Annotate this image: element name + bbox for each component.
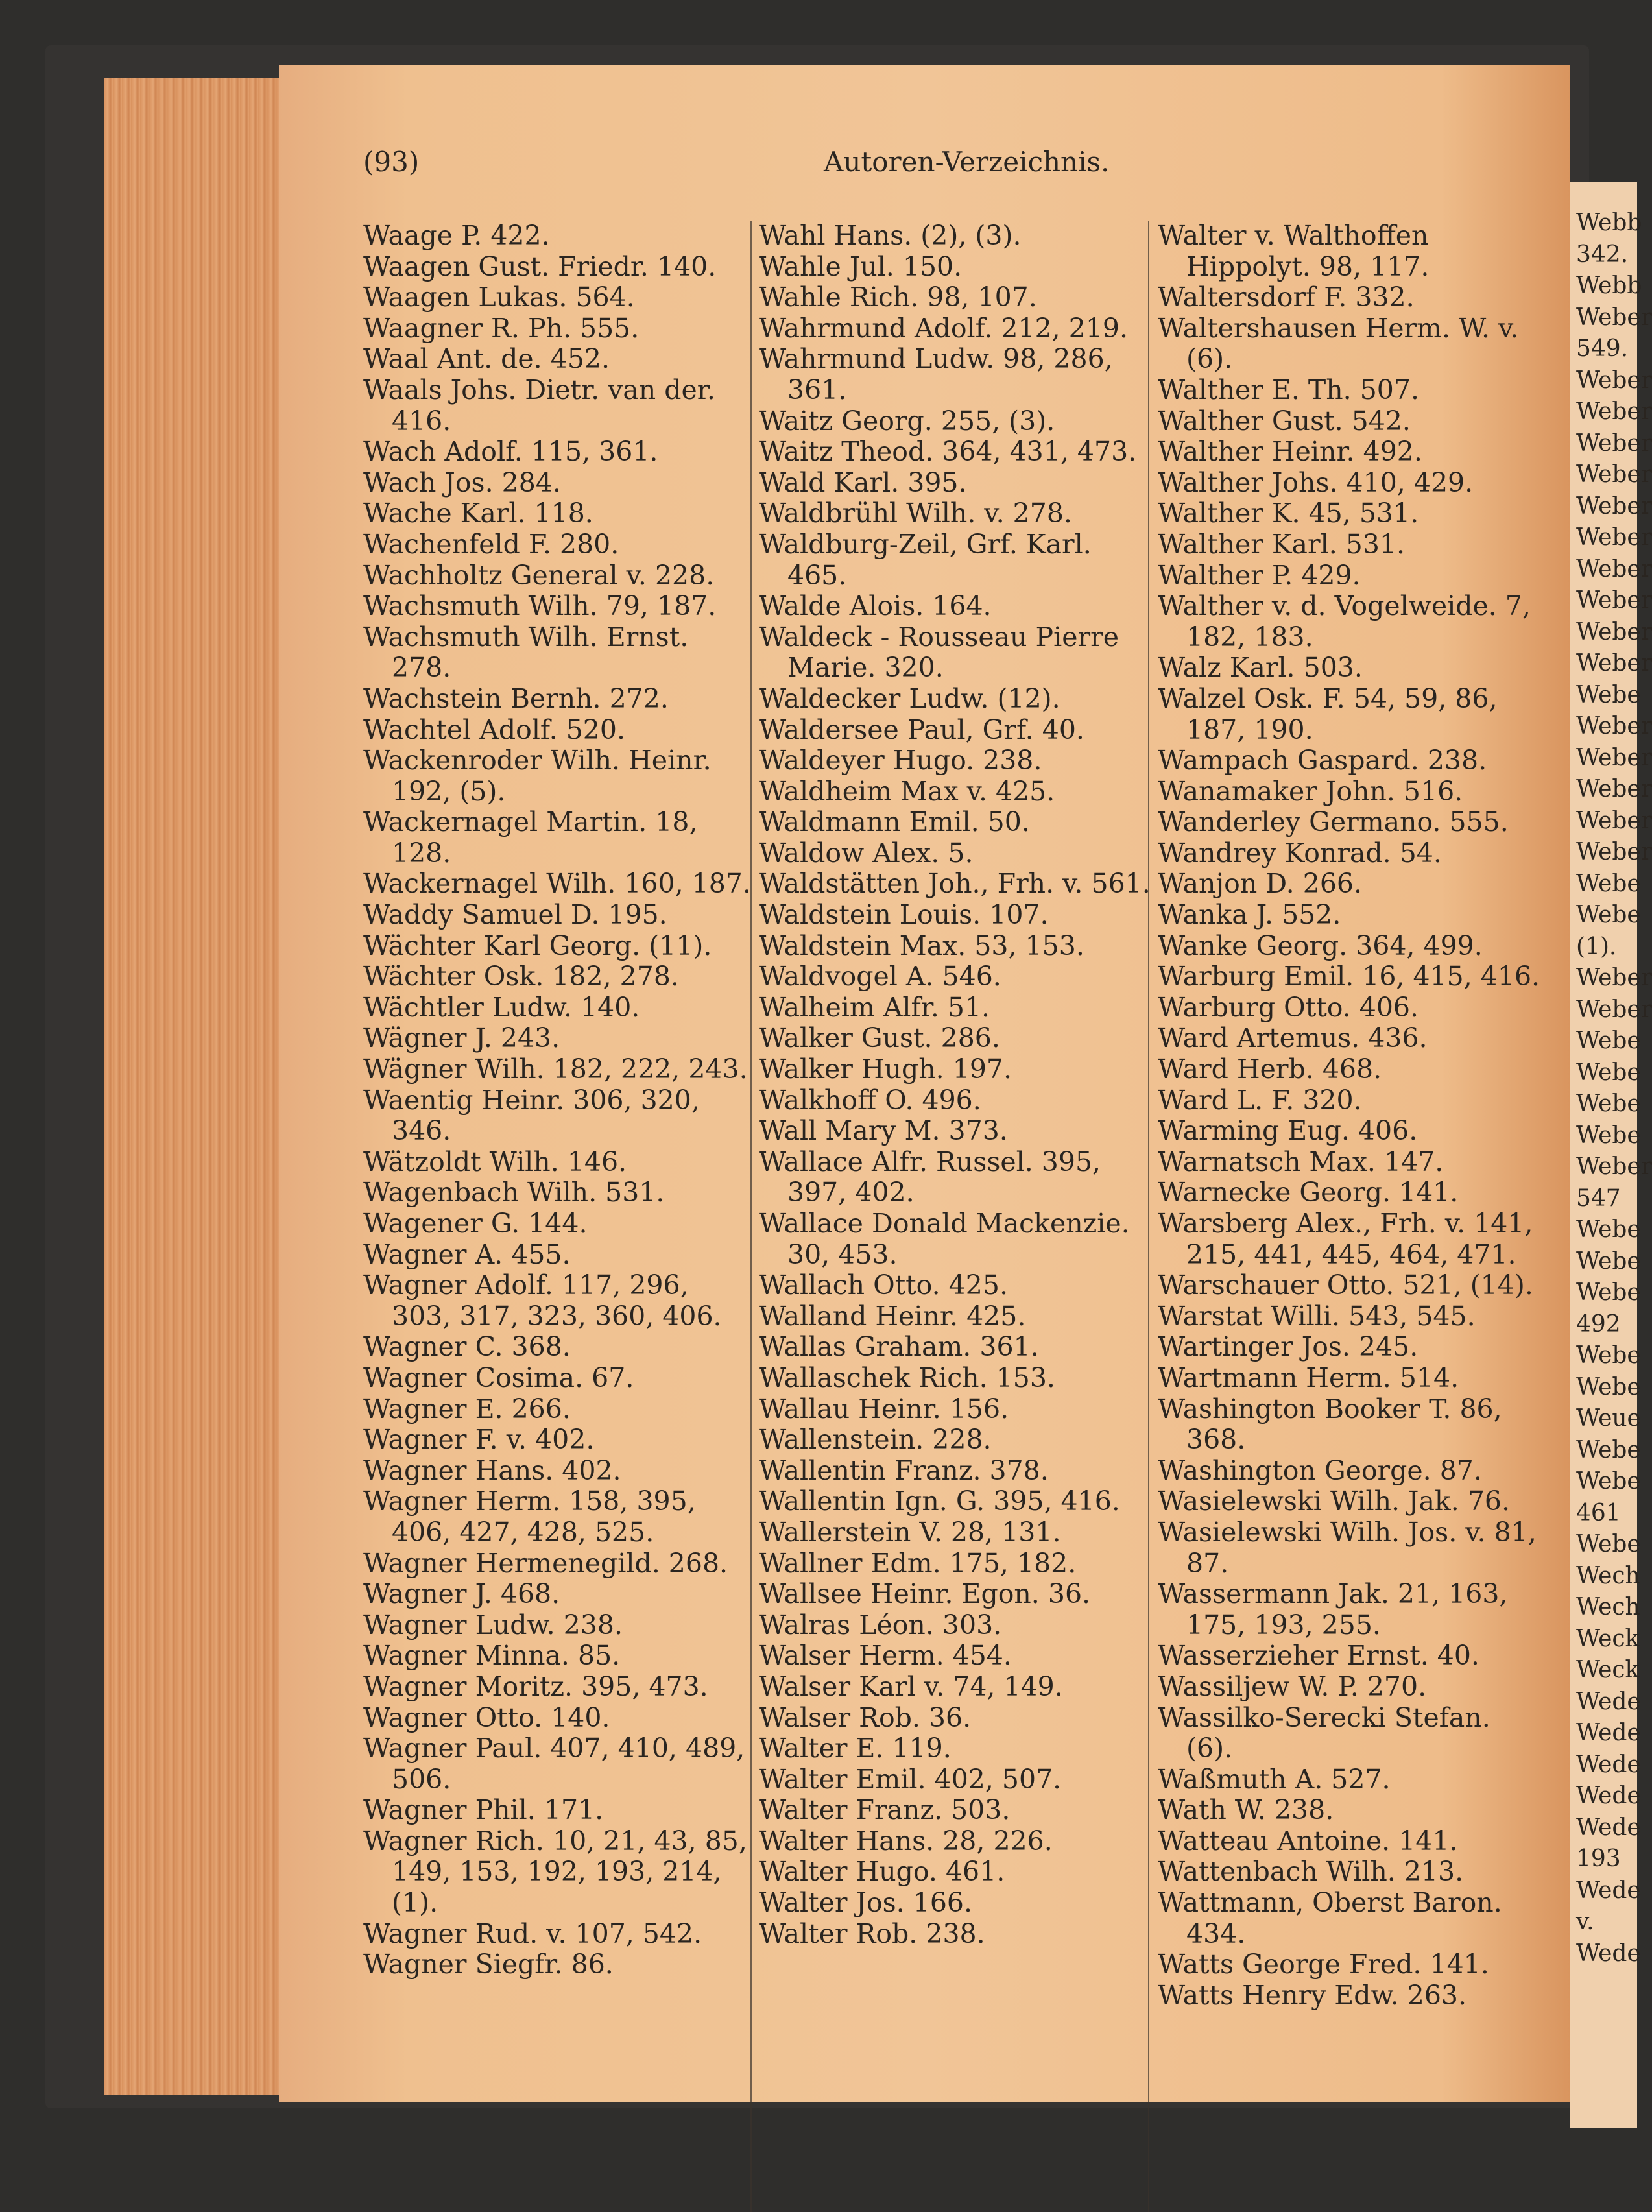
index-entry: Wattenbach Wilh. 213. xyxy=(1158,1856,1464,1888)
index-entry: Wallach Otto. 425. xyxy=(759,1269,1008,1301)
index-entry: Walz Karl. 503. xyxy=(1158,652,1363,684)
index-entry: Warburg Emil. 16, 415, 416. xyxy=(1158,961,1540,992)
index-entry: Waltershausen Herm. W. v. (6). xyxy=(1158,312,1519,375)
index-entry: Warming Eug. 406. xyxy=(1158,1115,1418,1147)
index-entry: Waldvogel A. 546. xyxy=(759,961,1001,992)
index-entry: Wagner Minna. 85. xyxy=(363,1640,621,1672)
index-entry: Walter v. Walthoffen Hippolyt. 98, 117. xyxy=(1158,220,1430,282)
index-entry: Wachsmuth Wilh. 79, 187. xyxy=(363,590,717,622)
index-entry: Waagen Gust. Friedr. 140. xyxy=(363,250,717,282)
index-entry: Wassiljew W. P. 270. xyxy=(1158,1670,1427,1702)
index-entry: Wachstein Bernh. 272. xyxy=(363,682,669,714)
next-page-fragment: Weber xyxy=(1576,839,1652,865)
index-entry: Walser Karl v. 74, 149. xyxy=(759,1670,1063,1702)
index-entry: Wagner Otto. 140. xyxy=(363,1701,610,1733)
index-entry: Wagner Herm. 158, 395, 406, 427, 428, 525. xyxy=(363,1485,696,1548)
index-entry: Waßmuth A. 527. xyxy=(1158,1763,1391,1795)
index-entry: Walkhoff O. 496. xyxy=(759,1084,981,1116)
index-entry: Wache Karl. 118. xyxy=(363,498,593,529)
index-entry: Warstat Willi. 543, 545. xyxy=(1158,1300,1476,1332)
index-entry: Walser Herm. 454. xyxy=(759,1640,1012,1672)
next-page-fragment: Weber xyxy=(1576,965,1652,991)
index-entry: Watts George Fred. 141. xyxy=(1158,1949,1489,1980)
index-entry: Washington Booker T. 86, 368. xyxy=(1158,1393,1502,1456)
index-entry: Wanka J. 552. xyxy=(1158,899,1341,931)
index-entry: Wagner Paul. 407, 410, 489, 506. xyxy=(363,1733,745,1795)
index-entry: Wandrey Konrad. 54. xyxy=(1158,837,1442,869)
index-entry: Wahrmund Ludw. 98, 286, 361. xyxy=(759,343,1113,405)
index-entry: Walter Hugo. 461. xyxy=(759,1856,1005,1888)
index-entry: Wach Adolf. 115, 361. xyxy=(363,436,658,468)
next-page-fragment: Weber xyxy=(1576,713,1652,739)
index-entry: Waldburg-Zeil, Grf. Karl. 465. xyxy=(759,528,1092,591)
next-page-fragment: 193 xyxy=(1576,1845,1621,1872)
index-entry: Waldbrühl Wilh. v. 278. xyxy=(759,498,1072,529)
index-entry: Wagner Hermenegild. 268. xyxy=(363,1547,728,1579)
index-entry: Wagner E. 266. xyxy=(363,1393,571,1425)
page-number: (93) xyxy=(363,146,420,178)
index-entry: Waagner R. Ph. 555. xyxy=(363,312,640,344)
index-entry: Wasserzieher Ernst. 40. xyxy=(1158,1640,1479,1672)
index-entry: Walheim Alfr. 51. xyxy=(759,991,990,1023)
index-entry: Wahle Rich. 98, 107. xyxy=(759,282,1037,313)
index-entry: Walde Alois. 164. xyxy=(759,590,992,622)
index-entry: Waagen Lukas. 564. xyxy=(363,282,635,313)
index-entry: Wackenroder Wilh. Heinr. 192, (5). xyxy=(363,745,712,807)
index-entry: Warnatsch Max. 147. xyxy=(1158,1146,1444,1177)
index-entry: Wanamaker John. 516. xyxy=(1158,775,1463,807)
next-page-fragment: Wede xyxy=(1576,1877,1641,1904)
index-entry: Walther K. 45, 531. xyxy=(1158,498,1419,529)
index-entry: Warschauer Otto. 521, (14). xyxy=(1158,1269,1533,1301)
index-entry: Wagner Phil. 171. xyxy=(363,1794,604,1826)
index-entry: Waldstätten Joh., Frh. v. 561. xyxy=(759,868,1151,900)
index-entry: Wagner F. v. 402. xyxy=(363,1424,595,1456)
index-entry: Wächter Karl Georg. (11). xyxy=(363,930,712,961)
index-entry: Walther Johs. 410, 429. xyxy=(1158,466,1474,498)
index-entry: Walther Heinr. 492. xyxy=(1158,436,1422,468)
next-page-fragment: Weber xyxy=(1576,650,1652,677)
index-entry: Walter E. 119. xyxy=(759,1733,952,1764)
next-page-fragment: Weber xyxy=(1576,555,1652,583)
index-entry: Waldstein Louis. 107. xyxy=(759,899,1049,931)
next-page-fragment: Weber xyxy=(1576,1153,1652,1180)
index-entry: Wasielewski Wilh. Jak. 76. xyxy=(1158,1485,1511,1517)
next-page-fragment: Webe xyxy=(1576,1122,1641,1149)
next-page-fragment: v. xyxy=(1576,1908,1594,1935)
next-page-fragment: Webe xyxy=(1576,1216,1641,1243)
page-header xyxy=(279,146,1570,191)
next-page-fragment: Weber xyxy=(1576,744,1652,771)
next-page-fragment: Wede xyxy=(1576,1940,1641,1967)
index-entry: Walther E. Th. 507. xyxy=(1158,374,1420,405)
index-entry: Waitz Theod. 364, 431, 473. xyxy=(759,436,1137,468)
index-entry: Warnecke Georg. 141. xyxy=(1158,1177,1459,1208)
next-page-fragment: 547 xyxy=(1576,1184,1621,1212)
next-page-fragment: Wech xyxy=(1576,1562,1640,1589)
index-entry: Ward Artemus. 436. xyxy=(1158,1022,1428,1054)
index-entry: Wallenstein. 228. xyxy=(759,1424,992,1456)
index-entry: Walland Heinr. 425. xyxy=(759,1300,1026,1332)
next-page-fragment: Webb xyxy=(1576,210,1642,236)
index-entry: Wagner J. 468. xyxy=(363,1578,560,1610)
index-entry: Wagner Hans. 402. xyxy=(363,1454,621,1486)
next-page-fragment: Wede xyxy=(1576,1751,1641,1778)
index-entry: Wachenfeld F. 280. xyxy=(363,528,619,560)
index-entry: Wackernagel Martin. 18, 128. xyxy=(363,806,698,869)
index-entry: Warburg Otto. 406. xyxy=(1158,991,1419,1023)
index-entry: Ward L. F. 320. xyxy=(1158,1084,1362,1116)
index-entry: Walter Jos. 166. xyxy=(759,1887,973,1919)
index-entry: Wätzoldt Wilh. 146. xyxy=(363,1146,627,1177)
index-entry: Wagner Rich. 10, 21, 43, 85, 149, 153, 192, 193, 214, (1). xyxy=(363,1825,747,1919)
index-entry: Wachtel Adolf. 520. xyxy=(363,714,625,745)
index-entry: Walter Hans. 28, 226. xyxy=(759,1825,1053,1857)
index-entry: Walther P. 429. xyxy=(1158,559,1361,591)
next-page-fragment: 492 xyxy=(1576,1310,1621,1338)
next-page-fragment: Webe xyxy=(1576,1342,1641,1369)
index-entry: Ward Herb. 468. xyxy=(1158,1053,1382,1085)
next-page-fragment: Weber xyxy=(1576,461,1652,488)
index-column-3 xyxy=(1158,221,1544,2011)
next-page-fragment: Weber xyxy=(1576,429,1652,457)
next-page-fragment: 549. xyxy=(1576,335,1629,362)
index-entry: Wagner Cosima. 67. xyxy=(363,1362,634,1393)
index-entry: Waltersdorf F. 332. xyxy=(1158,282,1415,313)
next-page-fragment: Webe xyxy=(1576,1279,1641,1306)
index-entry: Walzel Osk. F. 54, 59, 86, 187, 190. xyxy=(1158,682,1498,745)
index-entry: Wagner Siegfr. 86. xyxy=(363,1949,614,1980)
index-entry: Wanjon D. 266. xyxy=(1158,868,1363,900)
next-page-fragment: Webe xyxy=(1576,1531,1641,1557)
index-entry: Watts Henry Edw. 263. xyxy=(1158,1979,1467,2011)
next-page-fragment: Webe xyxy=(1576,870,1641,897)
index-entry: Waage P. 422. xyxy=(363,220,550,251)
index-entry: Waldersee Paul, Grf. 40. xyxy=(759,714,1084,745)
index-entry: Wald Karl. 395. xyxy=(759,466,967,498)
index-entry: Wach Jos. 284. xyxy=(363,466,561,498)
index-entry: Wagner C. 368. xyxy=(363,1331,571,1363)
index-entry: Wagner Adolf. 117, 296, 303, 317, 323, 360, 406. xyxy=(363,1269,722,1332)
index-entry: Wallerstein V. 28, 131. xyxy=(759,1516,1061,1548)
next-page-fragment: Weber xyxy=(1576,492,1652,520)
next-page-fragment: 342. xyxy=(1576,241,1629,268)
next-page-fragment: Webe xyxy=(1576,1028,1641,1054)
index-entry: Waitz Georg. 255, (3). xyxy=(759,405,1055,437)
index-entry: Wagner Rud. v. 107, 542. xyxy=(363,1917,702,1949)
next-page-fragment: Weber xyxy=(1576,304,1652,331)
index-entry: Wartmann Herm. 514. xyxy=(1158,1362,1459,1393)
next-page-fragment: Weck xyxy=(1576,1625,1640,1652)
index-entry: Wanderley Germano. 555. xyxy=(1158,806,1509,838)
index-column-1 xyxy=(363,221,756,1980)
index-entry: Wall Mary M. 373. xyxy=(759,1115,1008,1147)
next-page-fragment: Webe xyxy=(1576,1247,1641,1275)
index-entry: Walter Emil. 402, 507. xyxy=(759,1763,1062,1795)
index-entry: Waldeyer Hugo. 238. xyxy=(759,745,1042,776)
index-entry: Wassermann Jak. 21, 163, 175, 193, 255. xyxy=(1158,1578,1508,1641)
index-entry: Waldheim Max v. 425. xyxy=(759,775,1055,807)
index-entry: Walras Léon. 303. xyxy=(759,1609,1002,1641)
index-entry: Walker Gust. 286. xyxy=(759,1022,1000,1054)
index-entry: Wahle Jul. 150. xyxy=(759,250,963,282)
next-page-fragment: Weber xyxy=(1576,776,1652,802)
next-page-fragment: Weber xyxy=(1576,618,1652,645)
index-entry: Walther Gust. 542. xyxy=(1158,405,1411,437)
index-entry: Wallace Donald Mackenzie. 30, 453. xyxy=(759,1208,1130,1270)
index-entry: Wallentin Ign. G. 395, 416. xyxy=(759,1485,1120,1517)
index-entry: Wägner Wilh. 182, 222, 243. xyxy=(363,1053,748,1085)
index-entry: Walter Franz. 503. xyxy=(759,1794,1011,1826)
next-page-fragment: Weber xyxy=(1576,807,1652,834)
index-entry: Watteau Antoine. 141. xyxy=(1158,1825,1458,1857)
index-entry: Wallner Edm. 175, 182. xyxy=(759,1547,1077,1579)
index-entry: Waal Ant. de. 452. xyxy=(363,343,610,375)
index-entry: Walther Karl. 531. xyxy=(1158,528,1406,560)
index-entry: Wagner Moritz. 395, 473. xyxy=(363,1670,708,1702)
index-entry: Wackernagel Wilh. 160, 187. xyxy=(363,868,751,900)
index-entry: Waentig Heinr. 306, 320, 346. xyxy=(363,1084,700,1147)
book-page xyxy=(279,65,1570,2102)
index-entry: Wachsmuth Wilh. Ernst. 278. xyxy=(363,621,689,684)
index-entry: Waldmann Emil. 50. xyxy=(759,806,1030,838)
index-entry: Wagner A. 455. xyxy=(363,1238,571,1270)
index-entry: Wägner J. 243. xyxy=(363,1022,560,1054)
next-page-fragment: Wede xyxy=(1576,1720,1641,1746)
index-entry: Waldstein Max. 53, 153. xyxy=(759,930,1084,961)
next-page-fragment: Wede xyxy=(1576,1814,1641,1841)
next-page-fragment: Wede xyxy=(1576,1688,1641,1715)
index-entry: Wahl Hans. (2), (3). xyxy=(759,220,1022,251)
index-entry: Walser Rob. 36. xyxy=(759,1701,972,1733)
next-page-fragment: Webe xyxy=(1576,1090,1641,1117)
next-page-fragment: 461 xyxy=(1576,1499,1621,1526)
index-entry: Wallace Alfr. Russel. 395, 397, 402. xyxy=(759,1146,1101,1208)
index-entry: Waddy Samuel D. 195. xyxy=(363,899,667,931)
running-title: Autoren-Verzeichnis. xyxy=(824,146,1110,178)
next-page-fragment: Webe xyxy=(1576,681,1641,708)
index-entry: Waldeck - Rousseau Pierre Marie. 320. xyxy=(759,621,1119,684)
index-entry: Wassilko-Serecki Stefan. (6). xyxy=(1158,1701,1490,1764)
index-entry: Wallas Graham. 361. xyxy=(759,1331,1039,1363)
index-entry: Wallaschek Rich. 153. xyxy=(759,1362,1055,1393)
index-entry: Wampach Gaspard. 238. xyxy=(1158,745,1487,776)
next-page-fragment: Weck xyxy=(1576,1657,1640,1683)
index-entry: Waldow Alex. 5. xyxy=(759,837,974,869)
index-entry: Wächtler Ludw. 140. xyxy=(363,991,640,1023)
next-page-fragment: Webe xyxy=(1576,902,1641,928)
next-page-fragment: Webe xyxy=(1576,1436,1641,1463)
next-page-fragment: Weber xyxy=(1576,587,1652,614)
next-page-fragment: Weber xyxy=(1576,398,1652,425)
next-page-fragment: Weue xyxy=(1576,1405,1641,1432)
next-page-edge xyxy=(1570,182,1652,2128)
next-page-fragment: Webe xyxy=(1576,1373,1641,1401)
index-entry: Wasielewski Wilh. Jos. v. 81, 87. xyxy=(1158,1516,1537,1579)
index-entry: Waals Johs. Dietr. van der. 416. xyxy=(363,374,715,437)
index-entry: Wallsee Heinr. Egon. 36. xyxy=(759,1578,1091,1610)
next-page-fragment: Weber xyxy=(1576,367,1652,394)
next-page-fragment: (1). xyxy=(1576,933,1617,960)
next-page-fragment: Wech xyxy=(1576,1594,1640,1620)
index-column-2 xyxy=(759,221,1151,1949)
index-entry: Wächter Osk. 182, 278. xyxy=(363,961,679,992)
index-entry: Walter Rob. 238. xyxy=(759,1917,985,1949)
next-page-fragment: Webb xyxy=(1576,272,1642,299)
next-page-fragment: Webe xyxy=(1576,1468,1641,1495)
index-entry: Wagenbach Wilh. 531. xyxy=(363,1177,665,1208)
index-entry: Wath W. 238. xyxy=(1158,1794,1334,1826)
index-entry: Wagener G. 144. xyxy=(363,1208,588,1239)
next-page-fragment: Weber xyxy=(1576,996,1652,1023)
index-entry: Washington George. 87. xyxy=(1158,1454,1482,1486)
next-page-fragment: Webe xyxy=(1576,1059,1641,1086)
next-page-fragment: Weber xyxy=(1576,524,1652,551)
next-page-fragment: Wede xyxy=(1576,1783,1641,1809)
index-entry: Waldecker Ludw. (12). xyxy=(759,682,1060,714)
index-entry: Wahrmund Adolf. 212, 219. xyxy=(759,312,1129,344)
index-entry: Wanke Georg. 364, 499. xyxy=(1158,930,1483,961)
index-entry: Wallentin Franz. 378. xyxy=(759,1454,1049,1486)
index-entry: Wachholtz General v. 228. xyxy=(363,559,715,591)
index-entry: Walther v. d. Vogelweide. 7, 182, 183. xyxy=(1158,590,1531,653)
index-entry: Walker Hugh. 197. xyxy=(759,1053,1012,1085)
index-entry: Wartinger Jos. 245. xyxy=(1158,1331,1419,1363)
index-entry: Wagner Ludw. 238. xyxy=(363,1609,623,1641)
index-entry: Wattmann, Oberst Baron. 434. xyxy=(1158,1887,1502,1949)
index-entry: Wallau Heinr. 156. xyxy=(759,1393,1009,1425)
index-entry: Warsberg Alex., Frh. v. 141, 215, 441, 445, 464, 471. xyxy=(1158,1208,1533,1270)
